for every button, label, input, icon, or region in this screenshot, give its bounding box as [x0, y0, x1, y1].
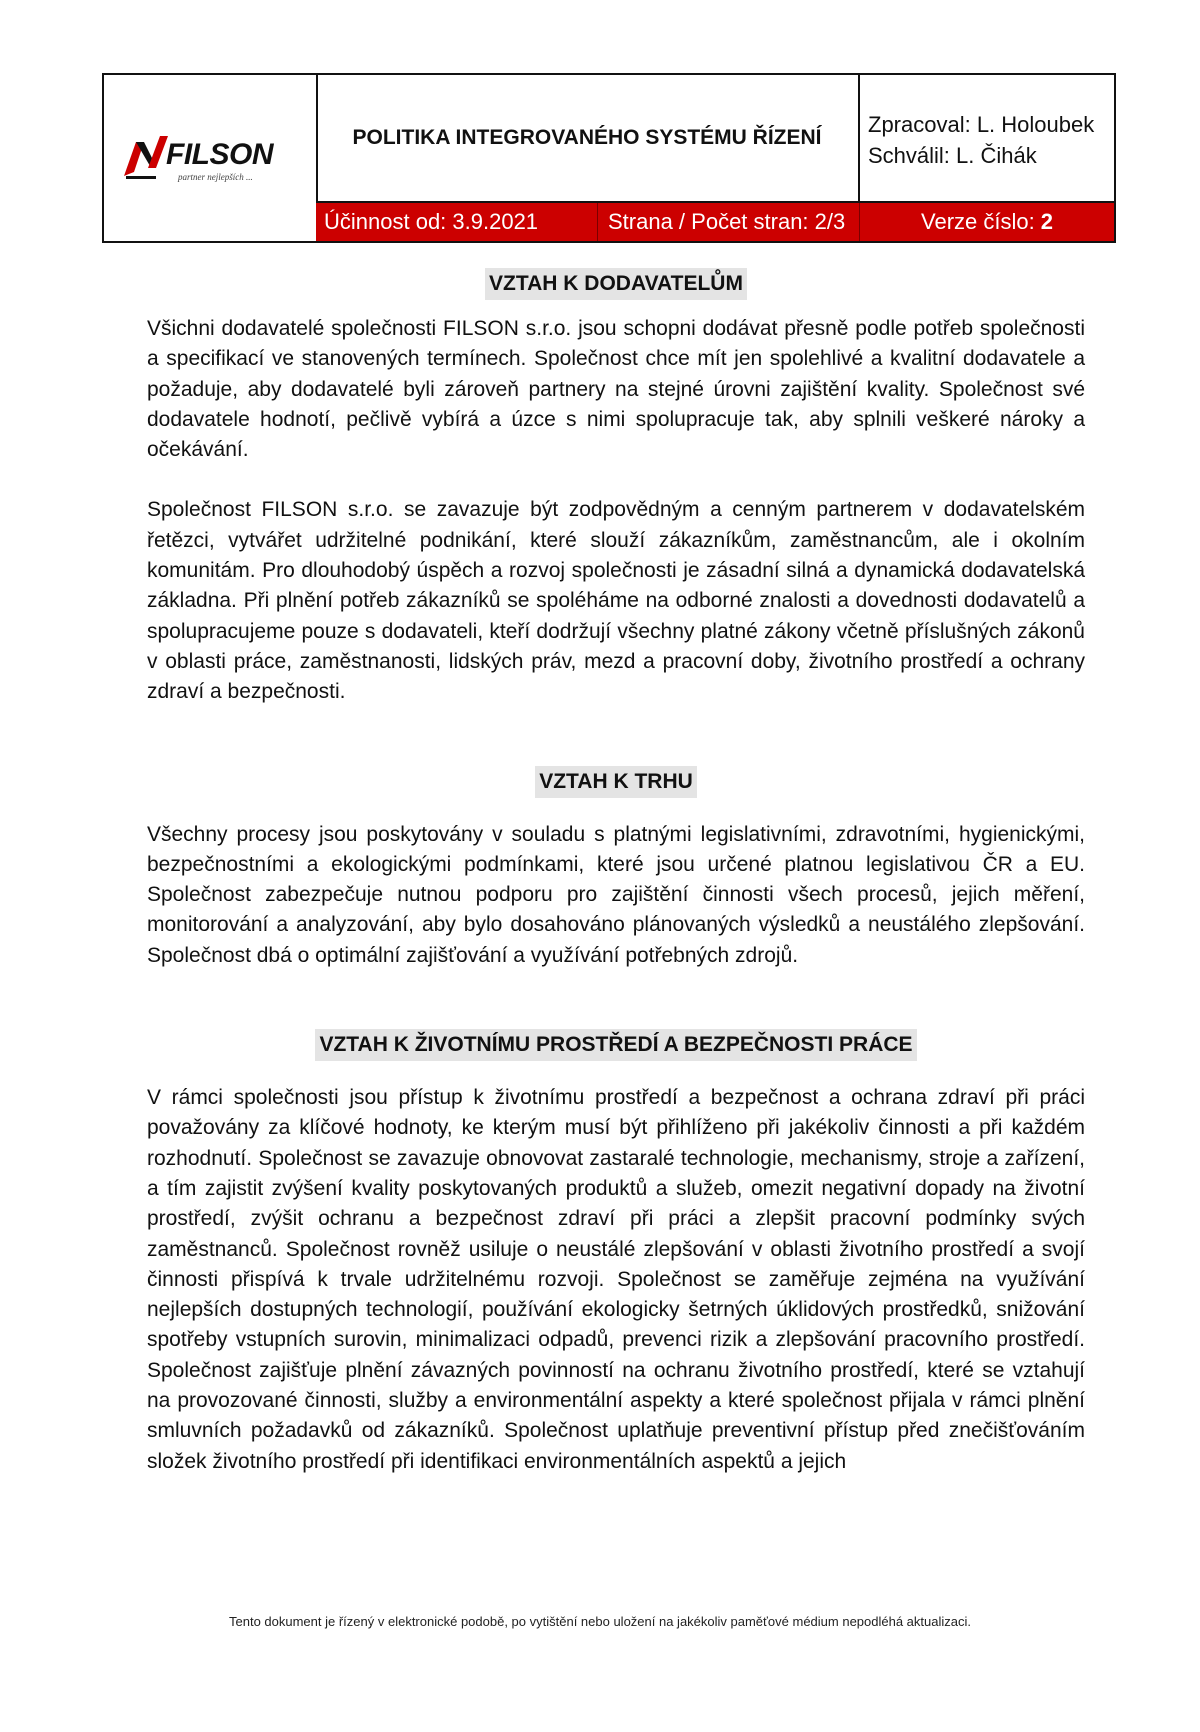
logo-cell	[104, 75, 318, 241]
paragraph: V rámci společnosti jsou přístup k životnímu prostředí a bezpečnost a ochrana zdraví při práci považovány za klíčové hodnoty, ke kterým musí být přihlíženo při jakékoliv činnosti a při každém rozhodnutí. Společnost se zavazuje obnovovat zastaralé technologie, mechanismy, stroje a zařízení, a tím zajistit zvýšení kvality poskytovaných produktů a služeb, omezit negativní dopady na životní prostředí, zvýšit ochranu a bezpečnost zdraví při práci a zlepšit pracovní podmínky svých zaměstnanců. Společnost rovněž usiluje o neustálé zlepšování v oblasti životního prostředí a svojí činnosti přispívá k trvale udržitelnému rozvoji. Společnost se zaměřuje zejména na využívání nejlepších dostupných technologií, používání ekologicky šetrných úklidových prostředků, snižování spotřeby vstupních surovin, minimalizaci odpadů, prevenci rizik a zlepšování pracovního prostředí. Společnost zajišťuje plnění závazných povinností na ochranu životního prostředí, které se vztahují na provozované činnosti, služby a environmentální aspekty a které společnost přijala v rámci plnění smluvních požadavků od zákazníků. Společnost uplatňuje preventivní přístup před znečišťováním složek životního prostředí při identifikaci environmentálních aspektů a jejich	[147, 1086, 1085, 1473]
effective-date: Účinnost od: 3.9.2021	[316, 203, 598, 241]
logo-wordmark: FILSON	[166, 138, 273, 171]
paragraph: Všichni dodavatelé společnosti FILSON s.r.o. jsou schopni dodávat přesně podle potřeb společnosti a specifikací ve stanovených termínech. Společnost chce mít jen spolehlivé a kvalitní dodavatele a požaduje, aby dodavatelé byli zároveň partnery na stejné úrovni zajištění kvality. Společnost své dodavatele hodnotí, pečlivě vybírá a úzce s nimi spolupracuje tak, aby splnili veškeré nároky a očekávání.	[147, 317, 1085, 462]
document-body	[147, 268, 1085, 1477]
logo-tagline: partner nejlepších ...	[178, 172, 253, 182]
document-footer: Tento dokument je řízený v elektronické podobě, po vytištění nebo uložení na jakékoliv paměťové médium nepodléhá aktualizaci.	[229, 1614, 971, 1629]
prepared-by: Zpracoval: L. Holoubek	[868, 112, 1095, 137]
section-heading: VZTAH K DODAVATELŮM	[485, 268, 747, 300]
document-title: POLITIKA INTEGROVANÉHO SYSTÉMU ŘÍZENÍ	[316, 75, 860, 203]
approval-info	[860, 75, 1114, 203]
section-heading: VZTAH K ŽIVOTNÍMU PROSTŘEDÍ A BEZPEČNOSTI PRÁCE	[315, 1029, 916, 1061]
page-count: Strana / Počet stran: 2/3	[598, 203, 860, 241]
approved-by: Schválil: L. Čihák	[868, 143, 1037, 168]
paragraph: Všechny procesy jsou poskytovány v souladu s platnými legislativními, zdravotními, hygienickými, bezpečnostními a ekologickými podmínkami, které jsou určené platnou legislativou ČR a EU. Společnost zabezpečuje nutnou podporu pro zajištění činnosti všech procesů, jejich měření, monitorování a analyzování, aby bylo dosahováno plánovaných výsledků a neustálého zlepšování. Společnost dbá o optimální zajišťování a využívání potřebných zdrojů.	[147, 822, 1085, 967]
document-meta-bar	[316, 203, 1114, 241]
document-header	[102, 73, 1116, 243]
section-environment	[147, 1029, 1085, 1477]
section-suppliers	[147, 268, 1085, 708]
filson-logo	[120, 128, 300, 188]
section-market	[147, 766, 1085, 971]
section-heading: VZTAH K TRHU	[535, 766, 697, 798]
version-label: Verze číslo:	[921, 209, 1035, 234]
version-number: 2	[1040, 209, 1053, 234]
version	[860, 203, 1114, 241]
paragraph: Společnost FILSON s.r.o. se zavazuje být zodpovědným a cenným partnerem v dodavatelském řetězci, vytvářet udržitelné podnikání, které slouží zákazníkům, zaměstnancům, ale i okolním komunitám. Pro dlouhodobý úspěch a rozvoj společnosti je zásadní silná a dynamická dodavatelská základna. Při plnění potřeb zákazníků se spoléháme na odborné znalosti a dovednosti dodavatelů a spolupracujeme pouze s dodavateli, kteří dodržují všechny platné zákony včetně příslušných zákonů v oblasti práce, zaměstnanosti, lidských práv, mezd a pracovní doby, životního prostředí a ochrany zdraví a bezpečnosti.	[147, 498, 1085, 704]
